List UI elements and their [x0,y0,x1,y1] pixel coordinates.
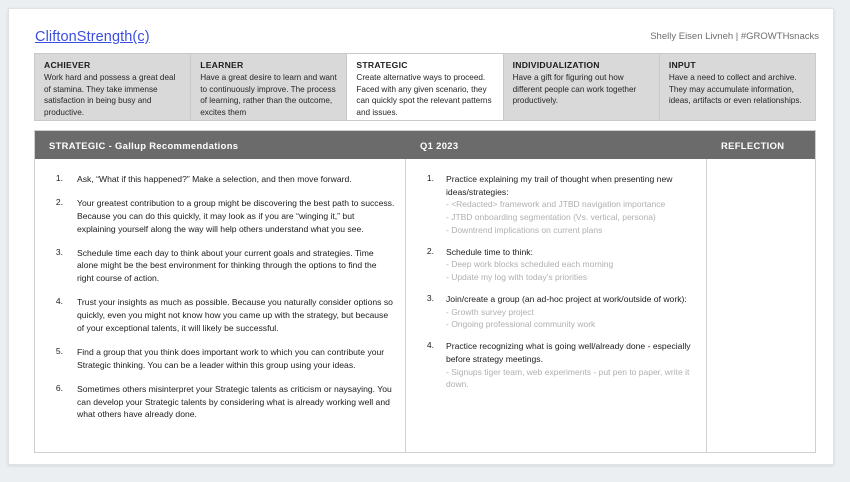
strength-card-title: INDIVIDUALIZATION [512,60,600,70]
list-item-text [446,340,696,391]
list-item-main-text: Trust your insights as much as possible. Because you naturally consider options so quickly, even you might not know how you came up with the strategy, but because of your exceptional talents, it will likely be successful. [77,297,393,334]
strength-card-strategic[interactable] [347,54,503,120]
strength-card-description: Create alternative ways to proceed. Faced with any given scenario, they can quickly spot the relevant patterns and issues. [356,73,492,117]
document-header [9,9,833,45]
list-item-main-text: Join/create a group (an ad-hoc project at work/outside of work): [446,293,687,304]
list-item-text [77,383,395,422]
list-item-main-text: Ask, “What if this happened?” Make a selection, and then move forward. [77,174,352,184]
strength-card-individualization[interactable] [504,54,660,120]
table-header-row [35,131,815,159]
strength-card-achiever[interactable] [35,54,191,120]
strength-card-description: Have a need to collect and archive. They may accumulate information, ideas, artifacts or even relationships. [668,73,802,106]
list-sub-item: - Deep work blocks scheduled each morning [446,259,614,270]
strength-card-title: INPUT [668,60,696,70]
list-item-number: 3. [55,246,63,257]
list-item-text [77,197,395,236]
strength-card-learner[interactable] [191,54,347,120]
strength-card-title: ACHIEVER [44,60,91,70]
table-body-row [35,159,815,452]
list-item-number: 2. [426,245,434,256]
document-page [8,8,834,465]
list-item-number: 1. [55,173,63,183]
list-item [406,293,696,331]
list-item [35,197,395,236]
list-item-number: 1. [426,173,434,183]
list-item [35,296,395,335]
list-item-main-text: Practice recognizing what is going well/already done - especially before strategy meetings. [446,341,691,364]
list-sub-item: - Downtrend implications on current plans [446,224,603,235]
strength-card-input[interactable] [660,54,815,120]
list-item [406,246,696,284]
list-item-main-text: Schedule time to think: [446,246,533,257]
list-item-text [77,296,395,335]
column-header-reflection: REFLECTION [721,139,785,151]
strength-card-description: Have a gift for figuring out how different people can work together productively. [512,73,637,106]
list-item-main-text: Schedule time each day to think about your current goals and strategies. Time alone might be the best environment for thinking through the options to find the right course of action. [77,247,377,284]
cell-reflection[interactable] [707,159,815,452]
cell-q1-2023[interactable] [406,159,707,452]
list-item-number: 4. [426,340,434,351]
list-item-text [77,346,395,372]
list-item-text [77,173,395,186]
list-item-text [446,173,696,237]
list-sub-item: - Growth survey project [446,306,534,317]
column-header-gallup: STRATEGIC - Gallup Recommendations [49,139,239,151]
list-sub-item: - JTBD onboarding segmentation (Vs. vertical, persona) [446,212,656,223]
list-sub-item: - <Redacted> framework and JTBD navigation importance [446,199,666,210]
list-item-text [446,246,696,284]
list-item [35,383,395,422]
list-item [406,340,696,391]
strength-card-title: STRATEGIC [356,60,408,70]
list-item-main-text: Your greatest contribution to a group might be discovering the best path to success. Because you can do this quickly, it may look as if you are “winging it,” but explaining yourself along the way will help others understand what you see. [77,197,395,234]
list-item [35,173,395,186]
recommendations-table [34,130,816,453]
list-item [35,346,395,372]
list-item-text [77,247,395,286]
list-item-main-text: Practice explaining my trail of thought when presenting new ideas/strategies: [446,174,673,197]
list-item-number: 4. [55,296,63,307]
list-item-number: 5. [55,345,63,356]
list-item-number: 6. [55,382,63,393]
cell-gallup-recommendations[interactable] [35,159,406,452]
list-item-number: 3. [426,292,434,303]
document-title-link[interactable]: CliftonStrength(c) [35,29,150,45]
list-item-main-text: Find a group that you think does important work to which you can contribute your Strategic thinking. You can be a leader within this group using your ideas. [77,346,385,370]
list-item [35,247,395,286]
strength-card-title: LEARNER [200,60,244,70]
list-item [406,173,696,237]
list-item-text [446,293,696,331]
list-sub-item: - Ongoing professional community work [446,319,596,330]
list-item-number: 2. [55,196,63,207]
list-item-main-text: Sometimes others misinterpret your Strategic talents as criticism or naysaying. You can develop your Strategic talents by considering what is already working well and what others have already done. [77,383,392,420]
strength-card-description: Work hard and possess a great deal of stamina. They take immense satisfaction in being busy and productive. [44,73,176,117]
author-byline: Shelly Eisen Livneh | #GROWTHsnacks [650,31,819,42]
column-header-q1-2023: Q1 2023 [420,139,459,151]
list-sub-item: - Signups tiger team, web experiments - put pen to paper, write it down. [446,366,690,390]
strength-cards-row [34,53,816,121]
strength-card-description: Have a great desire to learn and want to continuously improve. The process of learning, rather than the outcome, excites them [200,73,337,117]
list-sub-item: - Update my log with today’s priorities [446,272,588,283]
